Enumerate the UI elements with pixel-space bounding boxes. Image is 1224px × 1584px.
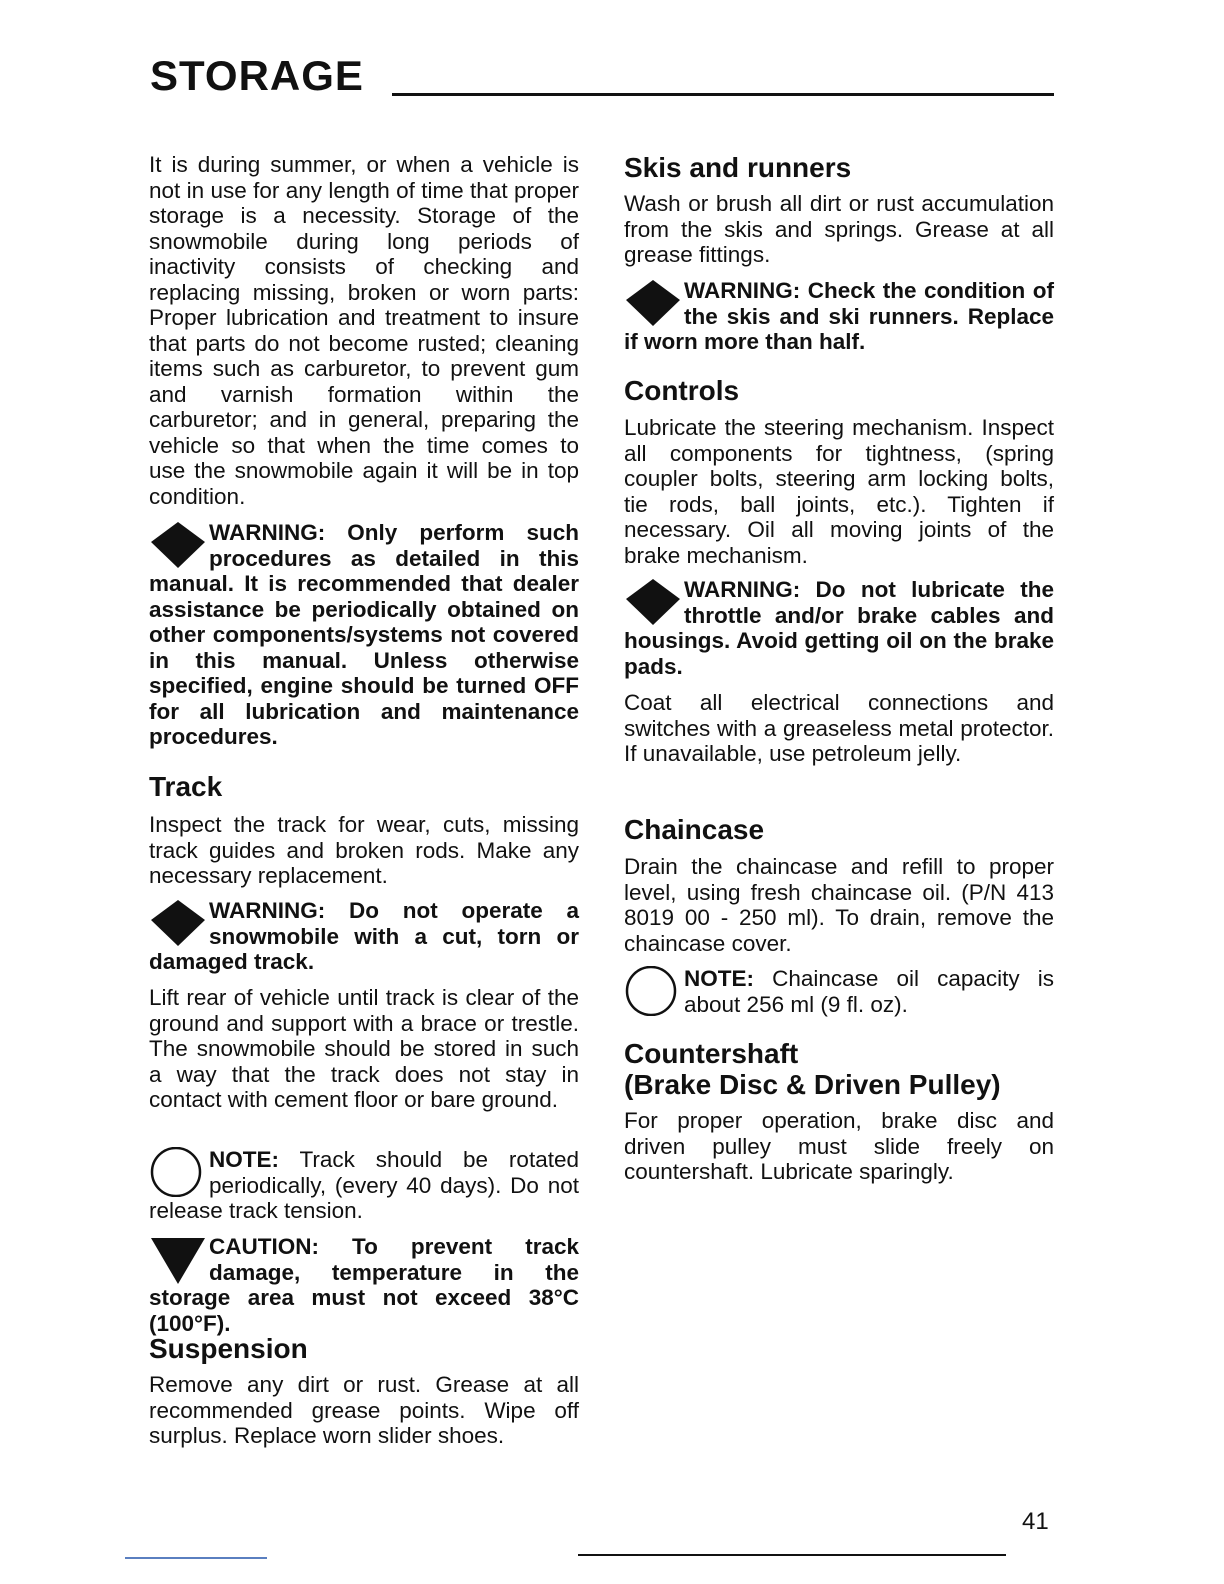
countershaft-heading-line2: (Brake Disc & Driven Pulley) [624,1069,1001,1100]
warning-skis [624,278,1054,355]
controls-paragraph-2: Coat all electrical connections and switches with a greaseless metal protector. If unavailable, use petroleum jelly. [624,690,1054,766]
countershaft-heading-line1: Countershaft [624,1038,799,1069]
note-label: NOTE: [684,966,754,991]
track-paragraph: Inspect the track for wear, cuts, missing track guides and broken rods. Make any necessary replacement. [149,812,579,888]
warning-diamond-icon [149,898,207,948]
caution-triangle-icon [149,1234,207,1284]
skis-heading: Skis and runners [624,152,852,183]
track-paragraph-2: Lift rear of vehicle until track is clear of the ground and support with a brace or trestle. The snowmobile should be stored in such a way that the track does not stay in contact with cement floor or bare ground. [149,985,579,1112]
page-title: STORAGE [150,52,364,99]
note-text: Track should be rotated periodically, (every 40 days). Do not release track tension. [149,1147,579,1223]
warning-diamond-icon [149,520,207,570]
page-number: 41 [1022,1508,1049,1535]
caution-track [149,1234,579,1336]
warning-text: WARNING: Check the condition of the skis and ski runners. Replace if worn more than half. [624,278,1054,354]
note-chaincase [624,966,1054,1017]
controls-paragraph: Lubricate the steering mechanism. Inspect all components for tightness, (spring coupler bolts, steering arm locking bolts, tie rods, ball joints, etc.). Tighten if necessary. Oil all moving joints of the brake mechanism. [624,415,1054,568]
note-circle-icon [149,1147,207,1197]
footer-rule [578,1554,1006,1556]
warning-text: WARNING: Do not operate a snowmobile with a cut, torn or damaged track. [149,898,579,974]
countershaft-paragraph: For proper operation, brake disc and driven pulley must slide freely on countershaft. Lubricate sparingly. [624,1108,1054,1184]
warning-text: WARNING: Do not lubricate the throttle and/or brake cables and housings. Avoid getting oil on the brake pads. [624,577,1054,679]
note-track [149,1147,579,1224]
title-rule [392,93,1054,96]
footer-blue-rule [125,1557,267,1559]
warning-track [149,898,579,975]
controls-heading: Controls [624,375,740,406]
warning-diamond-icon [624,278,682,328]
note-circle-icon [624,966,682,1016]
note-text: Chaincase oil capacity is about 256 ml (9 fl. oz). [684,966,1054,1017]
warning-text: WARNING: Only perform such procedures as detailed in this manual. It is recommended that dealer assistance be periodically obtained on other components/systems not covered in this manual. Unless otherwise specified, engine should be turned OFF for all lubrication and maintenance procedures. [149,520,579,749]
countershaft-heading [624,1038,1001,1100]
caution-text: CAUTION: To prevent track damage, temperature in the storage area must not exceed 38°C (100°F). [149,1234,579,1336]
chaincase-heading: Chaincase [624,814,765,845]
note-label: NOTE: [209,1147,279,1172]
intro-paragraph: It is during summer, or when a vehicle is not in use for any length of time that proper storage is a necessity. Storage of the snowmobile during long periods of inactivity consists of checking and replacing missing, broken or worn parts: Proper lubrication and treatment to insure that parts do not become rusted; cleaning items such as carburetor, to prevent gum and varnish formation within the carburetor; and in general, preparing the vehicle so that when the time comes to use the snowmobile again it will be in top condition. [149,152,579,509]
warning-general [149,520,579,750]
skis-paragraph: Wash or brush all dirt or rust accumulation from the skis and springs. Grease at all grease fittings. [624,191,1054,267]
warning-controls [624,577,1054,679]
warning-diamond-icon [624,577,682,627]
track-heading: Track [149,771,223,802]
chaincase-paragraph: Drain the chaincase and refill to proper level, using fresh chaincase oil. (P/N 413 8019 00 - 250 ml). To drain, remove the chaincase cover. [624,854,1054,956]
suspension-paragraph: Remove any dirt or rust. Grease at all recommended grease points. Wipe off surplus. Replace worn slider shoes. [149,1372,579,1448]
suspension-heading: Suspension [149,1333,308,1364]
